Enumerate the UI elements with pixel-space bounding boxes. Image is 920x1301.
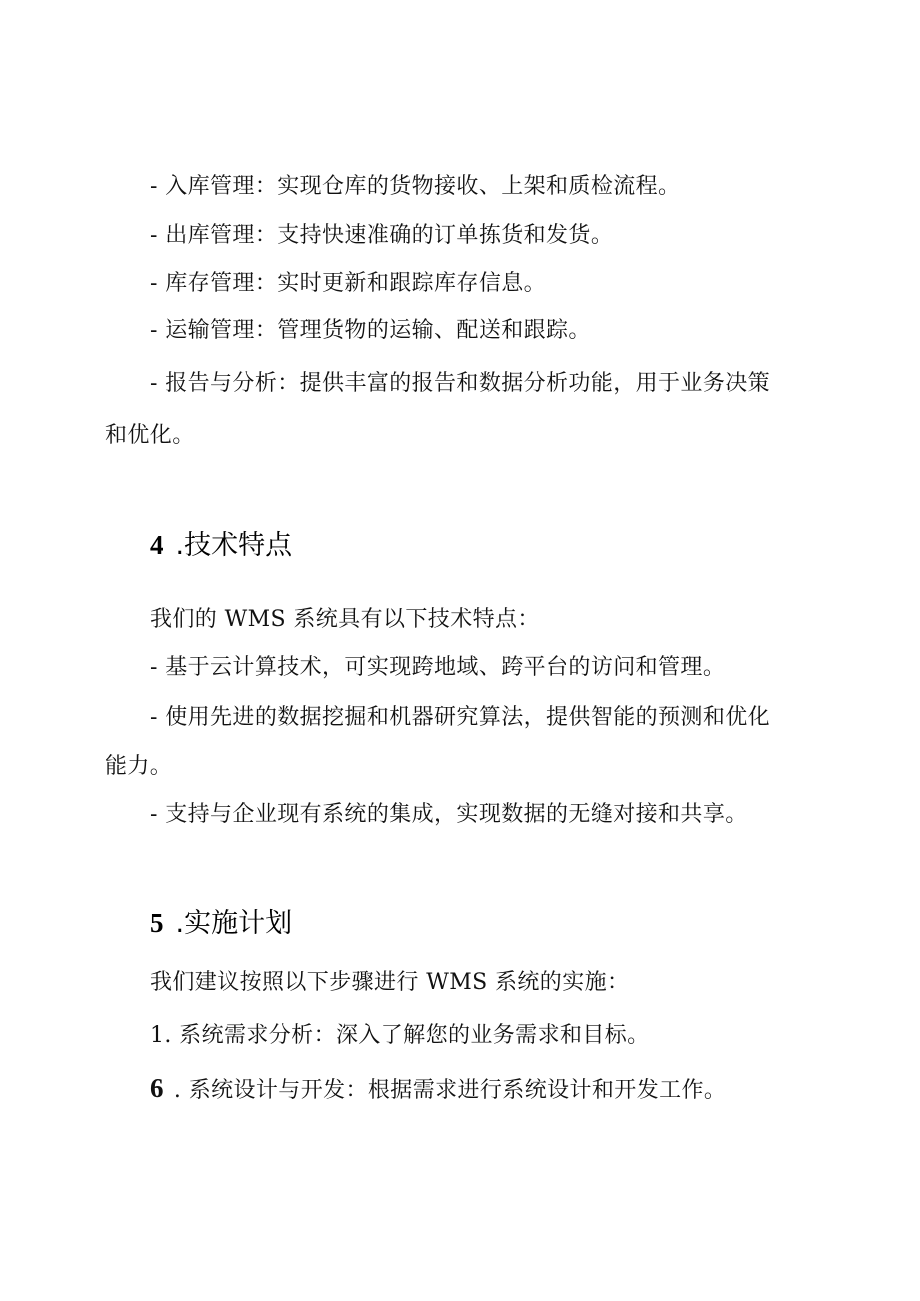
list-item-outbound: - 出库管理：支持快速准确的订单拣货和发货。 [150,223,614,248]
list-item-inventory: - 库存管理：实时更新和跟踪库存信息。 [150,271,547,296]
list-item-cloud: - 基于云计算技术，可实现跨地域、跨平台的访问和管理。 [150,655,726,680]
section-number: 5 [150,908,164,938]
list-item-data-mining-line1: - 使用先进的数据挖掘和机器研究算法，提供智能的预测和优化 [150,705,771,730]
list-item-integration: - 支持与企业现有系统的集成，实现数据的无缝对接和共享。 [150,802,748,827]
list-item-inbound: - 入库管理：实现仓库的货物接收、上架和质检流程。 [150,174,681,199]
section-heading-tech-features [150,527,292,564]
paragraph-plan-intro: 我们建议按照以下步骤进行 WMS 系统的实施： [150,970,630,995]
list-item-step-1: 1. 系统需求分析：深入了解您的业务需求和目标。 [150,1023,650,1048]
section-heading-implementation-plan [150,905,292,942]
list-item-reporting-line2: 和优化。 [105,423,195,448]
step-text: . 系统设计与开发：根据需求进行系统设计和开发工作。 [173,1078,727,1103]
section-title: .技术特点 [175,530,293,561]
list-item-data-mining-line2: 能力。 [105,754,173,779]
step-number: 6 [150,1073,164,1103]
list-item-reporting-line1: - 报告与分析：提供丰富的报告和数据分析功能，用于业务决策 [150,371,771,396]
list-item-transport: - 运输管理：管理货物的运输、配送和跟踪。 [150,318,591,343]
section-title: .实施计划 [175,908,293,939]
paragraph-tech-intro: 我们的 WMS 系统具有以下技术特点： [150,607,540,632]
list-item-step-2 [150,1073,726,1106]
section-number: 4 [150,530,164,560]
